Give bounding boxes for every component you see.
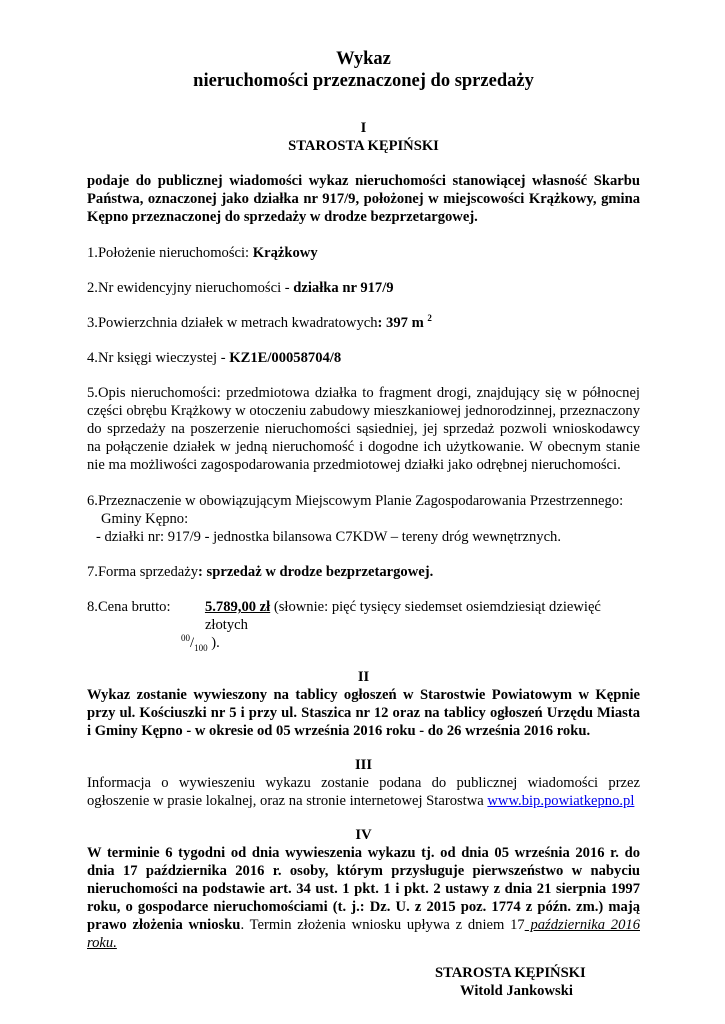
section-2-text: Wykaz zostanie wywieszony na tablicy ogłoszeń w Starostwie Powiatowym w Kępnie przy ul. Kościuszki nr 5 i przy ul. Staszica nr 12 oraz na tablicy ogłoszeń Urzędu Miasta i Gminy Kępno - w okresie od 05 września 2016 roku - do 26 września 2016 roku. bbox=[87, 687, 640, 739]
document-title: Wykaz bbox=[336, 49, 391, 69]
item-area bbox=[87, 314, 640, 332]
item-sale-form-label: 7.Forma sprzedaży bbox=[87, 564, 199, 580]
item-register-value: KZ1E/00058704/8 bbox=[229, 350, 342, 366]
item-location bbox=[87, 244, 640, 262]
section-4-bold: W terminie 6 tygodni od dnia wywieszenia wykazu tj. od dnia 05 września 2016 r. do dnia 17 października 2016 r. osoby, którym przysługuje pierwszeństwo w nabyciu nieruchomości na podstawie art. 34 ust. 1 pkt. 1 i pkt. 2 ustawy z dnia 21 sierpnia 1997 roku, o gospodarce nieruchomościami (t. j.: Dz. U. z 2015 poz. 1774 z późn. zm.) mają prawo złożenia wniosku bbox=[87, 845, 640, 933]
item-location-value: Krążkowy bbox=[252, 245, 318, 261]
fraction-end: ). bbox=[207, 635, 220, 651]
item-price-value: 5.789,00 zł bbox=[204, 599, 271, 615]
item-location-label: 1.Położenie nieruchomości: bbox=[87, 245, 253, 261]
item-price-label: 8.Cena brutto: bbox=[87, 599, 171, 615]
section-3-body: Informacja o wywieszeniu wykazu zostanie podana do publicznej wiadomości przez ogłoszenie w prasie lokalnej, oraz na stronie internetowej Starostwa bbox=[87, 775, 640, 809]
intro-paragraph: podaje do publicznej wiadomości wykaz nieruchomości stanowiącej własność Skarbu Państwa, oznaczonej jako działka nr 917/9, położonej w miejscowości Krążkowy, gmina Kępno przeznaczonej do sprzedaży w drodze bezprzetargowej. bbox=[87, 173, 640, 225]
section-3-numeral: III bbox=[354, 757, 373, 773]
section-4-deadline: października 2016 roku. bbox=[87, 917, 640, 951]
item-area-label: 3.Powierzchnia działek w metrach kwadratowych bbox=[87, 315, 378, 331]
section-4-text bbox=[87, 844, 640, 952]
item-zoning-line3: - działki nr: 917/9 - jednostka bilansowa C7KDW – tereny dróg wewnętrznych. bbox=[96, 529, 561, 545]
item-area-sup: 2 bbox=[427, 313, 432, 324]
item-register-label: 4.Nr księgi wieczystej - bbox=[87, 350, 230, 366]
signature-title: STAROSTA KĘPIŃSKI bbox=[435, 965, 586, 981]
item-description: 5.Opis nieruchomości: przedmiotowa działka to fragment drogi, znajdujący się w północnej części obrębu Krążkowy w otoczeniu zabudowy mieszkaniowej jednorodzinnej, przeznaczony do sprzedaży na poszerzenie nieruchomości sąsiedniej, jej sprzedaż pozwoli wnioskodawcy na połączenie działek w jedną nieruchomość i dogodne ich użytkowanie. W obecnym stanie nie ma możliwości zagospodarowania przedmiotowej działki jako odrębnej nieruchomości. bbox=[87, 385, 640, 473]
item-land-register bbox=[87, 349, 640, 367]
bip-website-link[interactable]: www.bip.powiatkepno.pl bbox=[487, 793, 635, 809]
item-area-value: : 397 m bbox=[377, 315, 424, 331]
item-parcel-number bbox=[87, 279, 640, 297]
fraction-denominator: 100 bbox=[194, 642, 208, 653]
section-4-numeral: IV bbox=[355, 827, 372, 843]
item-price bbox=[87, 598, 640, 634]
section-2-numeral: II bbox=[357, 669, 370, 685]
section-1-numeral: I bbox=[360, 120, 367, 136]
fraction-numerator: 00 bbox=[181, 633, 190, 644]
section-4-normal: . Termin złożenia wniosku upływa z dniem 17 bbox=[240, 917, 525, 933]
item-sale-form bbox=[87, 563, 640, 581]
item-price-fraction: $^{00}/_{100}$ ). bbox=[181, 633, 220, 653]
document-subtitle: nieruchomości przeznaczonej do sprzedaży bbox=[193, 71, 534, 91]
section-3-text bbox=[87, 774, 640, 810]
item-sale-form-value: : sprzedaż w drodze bezprzetargowej. bbox=[198, 564, 434, 580]
item-zoning-line2: Gminy Kępno: bbox=[101, 511, 189, 527]
item-zoning-line1: 6.Przeznaczenie w obowiązującym Miejscowym Planie Zagospodarowania Przestrzennego: bbox=[87, 493, 624, 509]
item-parcel-value: działka nr 917/9 bbox=[293, 280, 394, 296]
authority-heading: STAROSTA KĘPIŃSKI bbox=[288, 138, 439, 154]
signature-name: Witold Jankowski bbox=[460, 983, 573, 999]
item-price-words: (słownie: pięć tysięcy siedemset osiemdziesiąt dziewięć złotych bbox=[204, 599, 601, 633]
item-parcel-label: 2.Nr ewidencyjny nieruchomości - bbox=[87, 280, 294, 296]
